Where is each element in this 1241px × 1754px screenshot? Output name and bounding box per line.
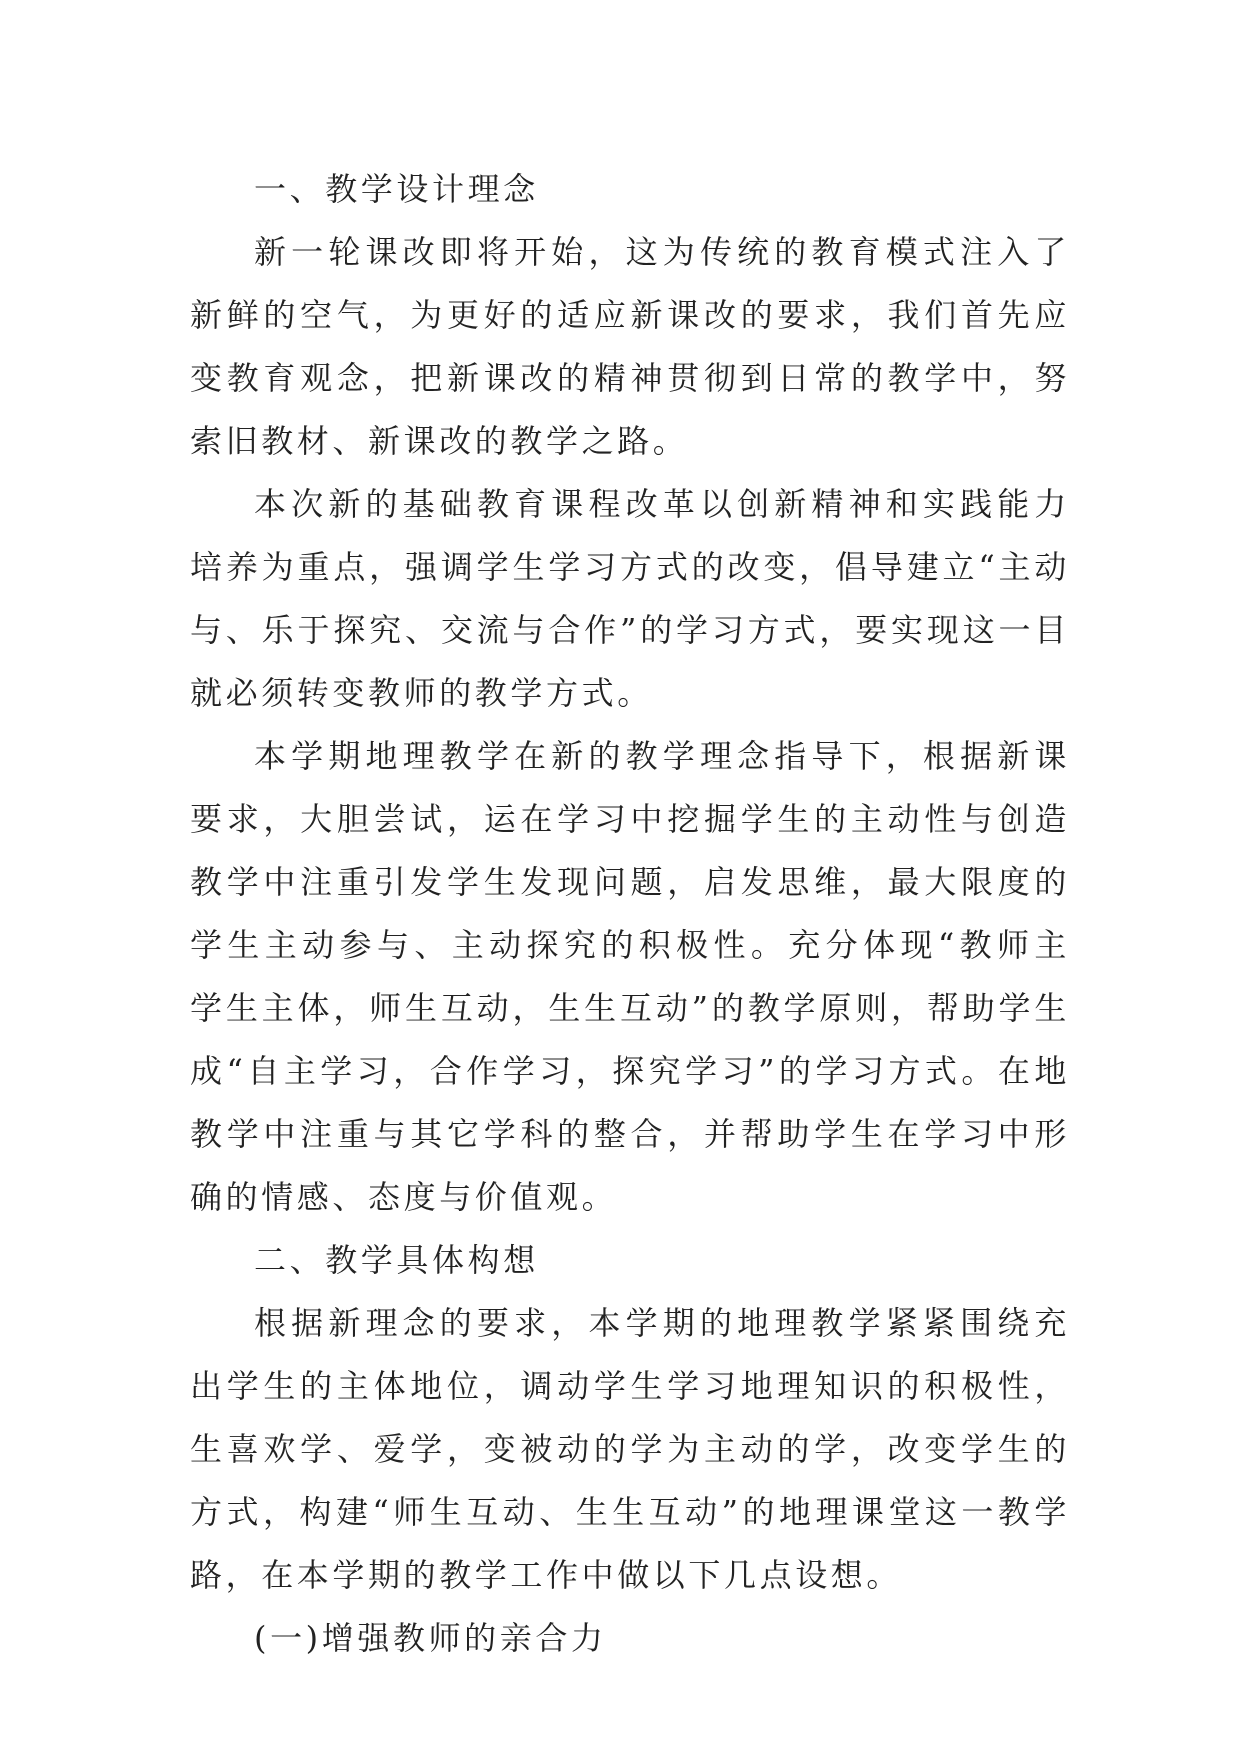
paragraph-line: 本学期地理教学在新的教学理念指导下，根据新课 bbox=[254, 737, 1070, 775]
paragraph-line: 学生主体，师生互动，生生互动”的教学原则，帮助学生 bbox=[190, 989, 1070, 1027]
paragraph-line: 变教育观念，把新课改的精神贯彻到日常的教学中，努 bbox=[190, 359, 1070, 397]
paragraph-line: 索旧教材、新课改的教学之路。 bbox=[190, 422, 689, 460]
paragraph-line: 教学中注重引发学生发现问题，启发思维，最大限度的 bbox=[190, 863, 1070, 901]
paragraph-line: 新鲜的空气，为更好的适应新课改的要求，我们首先应 bbox=[190, 296, 1070, 334]
paragraph-line: 教学中注重与其它学科的整合，并帮助学生在学习中形 bbox=[190, 1115, 1070, 1153]
subsection-heading-1: (一)增强教师的亲合力 bbox=[254, 1619, 607, 1657]
paragraph-3 bbox=[190, 725, 1070, 1229]
paragraph-line: 要求，大胆尝试，运在学习中挖掘学生的主动性与创造 bbox=[190, 800, 1070, 838]
paragraph-line: 根据新理念的要求，本学期的地理教学紧紧围绕充 bbox=[254, 1304, 1070, 1342]
section-heading-1: 一、教学设计理念 bbox=[254, 170, 539, 208]
paragraph-line: 就必须转变教师的教学方式。 bbox=[190, 674, 653, 712]
paragraph-line: 本次新的基础教育课程改革以创新精神和实践能力 bbox=[254, 485, 1070, 523]
paragraph-line: 学生主动参与、主动探究的积极性。充分体现“教师主 bbox=[190, 926, 1070, 964]
paragraph-line: 确的情感、态度与价值观。 bbox=[190, 1178, 618, 1216]
paragraph-4 bbox=[190, 1292, 1070, 1607]
paragraph-line: 出学生的主体地位，调动学生学习地理知识的积极性， bbox=[190, 1367, 1070, 1405]
paragraph-line: 新一轮课改即将开始，这为传统的教育模式注入了 bbox=[254, 233, 1070, 271]
paragraph-line: 培养为重点，强调学生学习方式的改变，倡导建立“主动 bbox=[190, 548, 1070, 586]
paragraph-line: 与、乐于探究、交流与合作”的学习方式，要实现这一目 bbox=[190, 611, 1070, 649]
paragraph-line: 路，在本学期的教学工作中做以下几点设想。 bbox=[190, 1556, 903, 1594]
section-heading-2: 二、教学具体构想 bbox=[254, 1241, 539, 1279]
paragraph-2 bbox=[190, 473, 1070, 725]
document-body bbox=[190, 158, 1070, 1670]
paragraph-1 bbox=[190, 221, 1070, 473]
paragraph-line: 生喜欢学、爱学，变被动的学为主动的学，改变学生的 bbox=[190, 1430, 1070, 1468]
paragraph-line: 成“自主学习，合作学习，探究学习”的学习方式。在地 bbox=[190, 1052, 1070, 1090]
paragraph-line: 方式，构建“师生互动、生生互动”的地理课堂这一教学 bbox=[190, 1493, 1070, 1531]
